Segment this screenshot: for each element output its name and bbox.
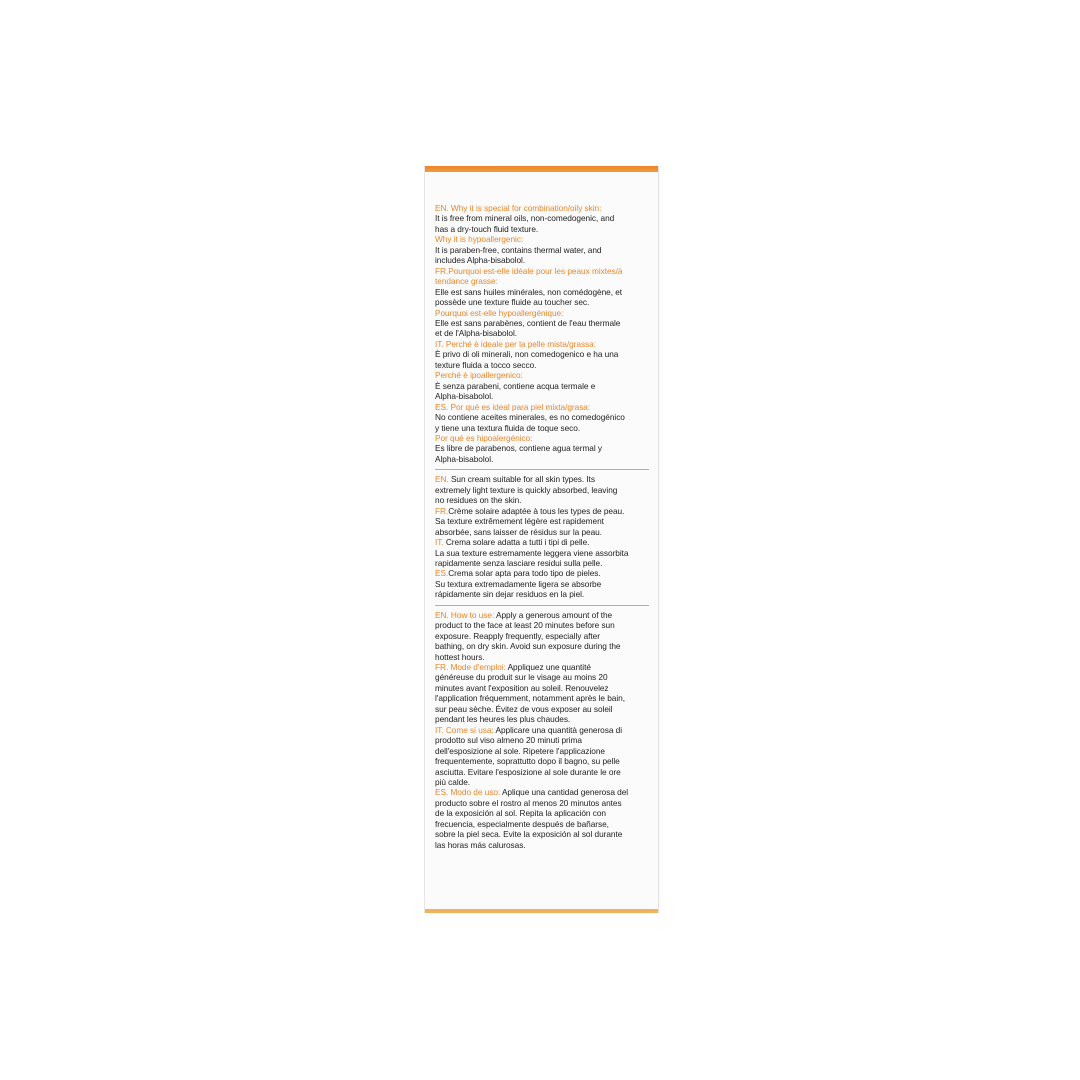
heading: ES. Por qué es ideal para piel mixta/grasa:	[435, 401, 591, 412]
heading: Por qué es hipoalergénico:	[435, 432, 533, 443]
heading: tendance grasse:	[435, 276, 498, 287]
body-line	[435, 787, 647, 797]
body-line: È senza parabeni, contiene acqua termale e	[435, 380, 596, 391]
language-tag: IT.	[435, 537, 444, 548]
body-line: las horas más calurosas.	[435, 839, 526, 850]
text: Aplique una cantidad generosa del	[500, 787, 629, 798]
orange-top-edge	[425, 166, 658, 172]
body-line: l'application fréquemment, notamment après le bain,	[435, 693, 625, 704]
body-line: Alpha-bisabolol.	[435, 391, 494, 402]
product-box-side	[424, 166, 659, 913]
fr-how-to-use	[435, 662, 647, 725]
body-line: It is paraben-free, contains thermal water, and	[435, 244, 602, 255]
body-line: rapidamente senza lasciare residui sulla pelle.	[435, 557, 603, 568]
body-line	[435, 610, 647, 620]
body-line: minutes avant l'exposition au soleil. Renouvelez	[435, 682, 609, 693]
body-line: includes Alpha-bisabolol.	[435, 255, 526, 266]
body-line: frecuencia, especialmente después de bañarse,	[435, 818, 609, 829]
body-line: rápidamente sin dejar residuos en la piel.	[435, 589, 585, 600]
body-line: È privo di oli minerali, non comedogenico e ha una	[435, 349, 619, 360]
body-line: absorbée, sans laisser de résidus sur la peau.	[435, 526, 602, 537]
body-line: exposure. Reapply frequently, especially after	[435, 630, 600, 641]
section-skin-type	[435, 203, 647, 464]
product-text-panel	[435, 203, 647, 850]
body-line: has a dry-touch fluid texture.	[435, 223, 539, 234]
body-line: possède une texture fluide au toucher sec.	[435, 297, 590, 308]
es-how-to-use	[435, 787, 647, 850]
language-tag: FR. Mode d'emploi:	[435, 662, 506, 673]
body-line: Sa texture extrêmement légère est rapidement	[435, 516, 604, 527]
body-line	[435, 506, 647, 516]
text: Appliquez une quantité	[505, 662, 591, 673]
text: Sun cream suitable for all skin types. Its	[448, 474, 596, 485]
text: Applicare una quantità generosa di	[493, 724, 623, 735]
heading: EN. Why it is special for combination/oily skin:	[435, 203, 602, 213]
language-tag: EN.	[435, 474, 449, 485]
section-description	[435, 474, 647, 599]
body-line: producto sobre el rostro al menos 20 minutos antes	[435, 797, 622, 808]
body-line: pendant les heures les plus chaudes.	[435, 714, 571, 725]
heading: Perché è ipoallergenico:	[435, 370, 523, 381]
body-line: extremely light texture is quickly absorbed, leaving	[435, 484, 618, 495]
body-line: sobre la piel seca. Evite la exposición al sol durante	[435, 829, 623, 840]
body-line: frequentemente, soprattutto dopo il bagno, su pelle	[435, 756, 620, 767]
body-line: Elle est sans huiles minérales, non comédogène, et	[435, 286, 623, 297]
body-line: più calde.	[435, 777, 471, 788]
body-line	[435, 537, 647, 547]
body-line: dell'esposizione al sole. Ripetere l'applicazione	[435, 745, 605, 756]
language-tag: ES. Modo de uso:	[435, 787, 501, 798]
body-line	[435, 474, 647, 484]
body-line: Alpha-bisabolol.	[435, 453, 494, 464]
body-line: prodotto sul viso almeno 20 minuti prima	[435, 735, 582, 746]
heading: IT. Perché è ideale per la pelle mista/grassa:	[435, 338, 596, 349]
body-line: et de l'Alpha-bisabolol.	[435, 328, 518, 339]
body-line: texture fluida a tocco secco.	[435, 359, 537, 370]
language-tag: ES.	[435, 568, 449, 579]
heading: FR.Pourquoi est-elle idéale pour les peaux mixtes/à	[435, 265, 623, 276]
heading: Pourquoi est-elle hypoallergénique:	[435, 307, 564, 318]
language-tag: EN. How to use:	[435, 609, 495, 620]
body-line: no residues on the skin.	[435, 495, 522, 506]
body-line: Es libre de parabenos, contiene agua termal y	[435, 443, 603, 454]
body-line: bathing, on dry skin. Avoid sun exposure during the	[435, 641, 621, 652]
body-line: It is free from mineral oils, non-comedogenic, and	[435, 213, 615, 224]
body-line: product to the face at least 20 minutes before sun	[435, 620, 615, 631]
text: Crème solaire adaptée à tous les types de peau.	[448, 505, 625, 516]
body-line: Elle est sans parabènes, contient de l'eau thermale	[435, 317, 621, 328]
body-line	[435, 725, 647, 735]
body-line: asciutta. Evitare l'esposizione al sole durante le ore	[435, 766, 621, 777]
divider	[435, 605, 649, 606]
body-line: généreuse du produit sur le visage au moins 20	[435, 672, 608, 683]
body-line: hottest hours.	[435, 651, 485, 662]
orange-bottom-edge	[425, 909, 658, 913]
body-line: La sua texture estremamente leggera viene assorbita	[435, 547, 629, 558]
body-line: sur peau sèche. Évitez de vous exposer au soleil	[435, 703, 613, 714]
text: Crema solare adatta a tutti i tipi di pelle.	[443, 537, 590, 548]
body-line: Su textura extremadamente ligera se absorbe	[435, 578, 602, 589]
section-how-to-use	[435, 610, 647, 850]
body-line: de la exposición al sol. Repita la aplicación con	[435, 808, 606, 819]
language-tag: IT. Come si usa:	[435, 724, 494, 735]
heading: Why it is hypoallergenic:	[435, 234, 524, 245]
body-line: No contiene aceites minerales, es no comedogénico	[435, 412, 625, 423]
language-tag: FR.	[435, 505, 449, 516]
body-line	[435, 662, 647, 672]
divider	[435, 469, 649, 470]
text: Apply a generous amount of the	[494, 609, 613, 620]
text: Crema solar apta para todo tipo de pieles.	[448, 568, 601, 579]
it-how-to-use	[435, 725, 647, 788]
body-line	[435, 568, 647, 578]
body-line: y tiene una textura fluida de toque seco.	[435, 422, 581, 433]
